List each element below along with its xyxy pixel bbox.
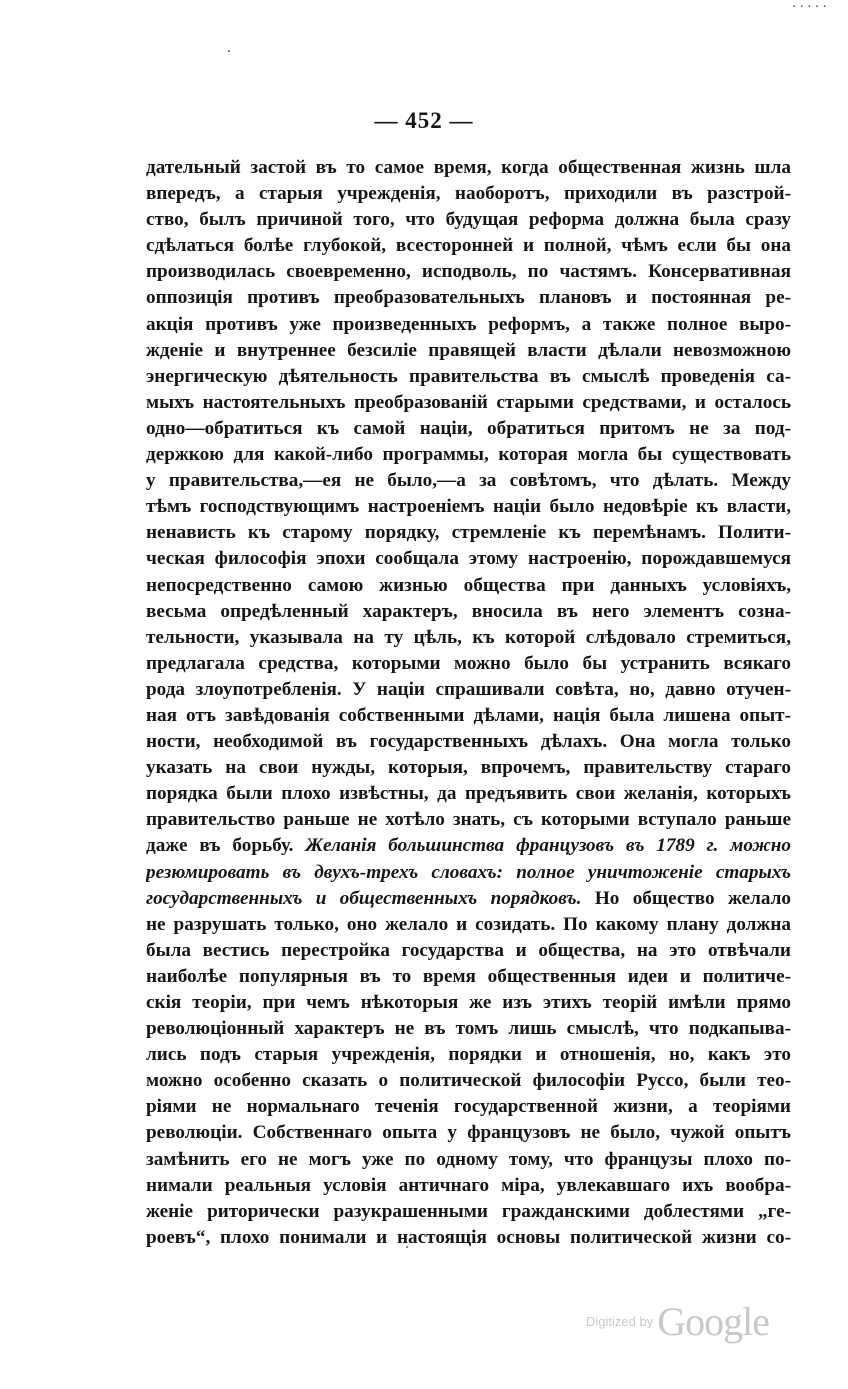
digitized-by-watermark [586,1298,769,1345]
text-line [146,912,791,938]
text-segment: держкою для какой-либо программы, которая могла бы существовать [146,444,791,466]
text-line [146,1225,791,1251]
text-line [146,338,791,364]
text-segment: лись подъ старыя учрежденія, порядки и отношенія, но, какъ это [146,1044,791,1066]
text-segment: ненависть къ старому порядку, стремленіе къ перемѣнамъ. Полити- [146,522,791,544]
page-number: — 452 — [374,108,474,133]
text-segment: у правительства,—ея не было,—а за совѣтомъ, что дѣлать. Между [146,470,791,492]
text-line [146,964,791,990]
text-line [146,677,791,703]
text-line [146,494,791,520]
text-segment: правительство раньше не хотѣло знать, съ которыми вступало раньше [146,809,791,831]
text-segment: порядка были плохо извѣстны, да предъявить свои желанія, которыхъ [146,783,791,805]
text-segment: ство, былъ причиной того, что будущая реформа должна была сразу [146,209,791,231]
text-segment: акція противъ уже произведенныхъ реформъ, а также полное выро- [146,313,791,335]
text-line [146,364,791,390]
text-line [146,259,791,285]
text-segment: нимали реальныя условія античнаго міра, увлекавшаго ихъ вообра- [146,1174,791,1196]
text-segment: впередъ, а старыя учрежденія, наоборотъ, приходили въ разстрой- [146,183,791,205]
text-line [146,442,791,468]
text-line [146,233,791,259]
corner-mark: ····· [791,0,830,15]
text-line [146,207,791,233]
text-line [146,546,791,572]
text-line [146,312,791,338]
text-segment: тельности, указывала на ту цѣль, къ которой слѣдовало стремиться, [146,626,791,648]
text-segment: замѣнить его не могъ уже по одному тому, что французы плохо по- [146,1148,791,1170]
text-line [146,807,791,833]
text-segment: была вестись перестройка государства и общества, на это отвѣчали [146,939,791,961]
text-line [146,833,791,859]
text-segment: рода злоупотребленія. У націи спрашивали совѣта, но, давно отучен- [146,678,791,700]
text-line [146,181,791,207]
text-line [146,755,791,781]
text-line [146,1120,791,1146]
text-line [146,729,791,755]
text-segment: ная отъ завѣдованія собственными дѣлами, нація была лишена опыт- [146,704,791,726]
text-segment: предлагала средства, которыми можно было бы устранить всякаго [146,652,791,674]
text-segment: женіе риторически разукрашенными гражданскими доблестями „ге- [146,1200,791,1222]
text-line [146,1068,791,1094]
italic-text-segment: резюмировать въ двухъ-трехъ словахъ: полное уничтоженіе старыхъ [146,861,791,883]
text-line [146,1042,791,1068]
text-segment: мыхъ настоятельныхъ преобразованій старыми средствами, и осталось [146,391,791,413]
italic-text-segment: государственныхъ и общественныхъ порядковъ. [146,887,582,909]
text-line [146,416,791,442]
text-line [146,938,791,964]
text-segment: энергическую дѣятельность правительства въ смыслѣ проведенія са- [146,365,791,387]
text-line [146,990,791,1016]
text-segment: скія теоріи, при чемъ нѣкоторыя же изъ этихъ теорій имѣли прямо [146,992,791,1013]
text-segment: весьма опредѣленный характеръ, вносила въ него элементъ созна- [146,600,791,622]
text-line [146,860,791,886]
text-segment: роевъ“, плохо понимали и настоящія основы политической жизни со- [146,1226,791,1248]
text-segment: одно—обратиться къ самой націи, обратиться притомъ не за под- [146,417,791,439]
text-segment: даже въ борьбу. [146,835,294,857]
text-segment: указать на свои нужды, которыя, впрочемъ, правительству стараго [146,757,791,779]
body-text [146,155,791,1251]
text-line [146,651,791,677]
text-segment: непосредственно самою жизнью общества при данныхъ условіяхъ, [146,574,791,596]
text-segment: сдѣлаться болѣе глубокой, всесторонней и полной, чѣмъ если бы она [146,235,791,257]
watermark-prefix: Digitized by [586,1314,654,1329]
text-line [146,573,791,599]
text-line [146,781,791,807]
text-line [146,155,791,181]
text-segment: жденіе и внутреннее безсиліе правящей власти дѣлали невозможною [146,339,791,361]
text-segment: ческая философія эпохи сообщала этому настроенію, порождавшемуся [146,548,791,570]
scan-speck [228,50,230,52]
text-segment: революціонный характеръ не въ томъ лишь смыслѣ, что подкапыва- [146,1018,791,1040]
text-line [146,703,791,729]
text-line [146,1094,791,1120]
text-line [146,886,791,912]
text-segment: ности, необходимой въ государственныхъ дѣлахъ. Она могла только [146,731,791,753]
text-line [146,625,791,651]
text-segment: тѣмъ господствующимъ настроеніемъ націи было недовѣріе къ власти, [146,496,791,518]
text-line [146,1016,791,1042]
text-line [146,1199,791,1225]
text-segment: ріями не нормальнаго теченія государственной жизни, а теоріями [146,1096,791,1118]
text-line [146,599,791,625]
text-segment: оппозиція противъ преобразовательныхъ плановъ и постоянная ре- [146,287,791,309]
text-segment: производилась своевременно, исподволь, по частямъ. Консервативная [146,261,791,283]
text-line [146,1147,791,1173]
text-segment: революціи. Собственнаго опыта у французовъ не было, чужой опытъ [146,1122,791,1144]
text-line [146,390,791,416]
text-line [146,285,791,311]
text-segment: Но общество желало [594,887,791,909]
text-segment: можно особенно сказать о политической философіи Руссо, были тео- [146,1070,791,1092]
google-logo: Google [657,1299,769,1344]
text-segment: дательный застой въ то самое время, когда общественная жизнь шла [146,157,791,178]
text-segment: наиболѣе популярныя въ то время общественныя идеи и политиче- [146,965,791,987]
italic-text-segment: Желанія большинства французовъ въ 1789 г. можно [305,835,791,857]
text-line [146,1173,791,1199]
text-line [146,468,791,494]
text-line [146,520,791,546]
text-segment: не разрушать только, оно желало и созидать. По какому плану должна [146,913,791,935]
